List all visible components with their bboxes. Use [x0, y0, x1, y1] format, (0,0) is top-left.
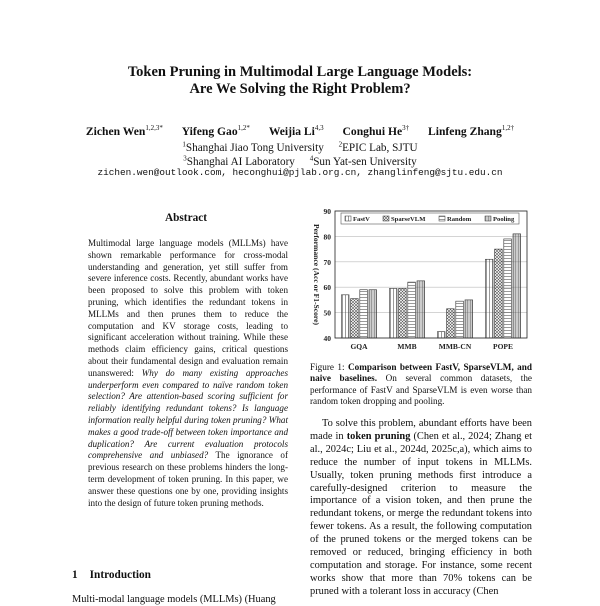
- legend-label: FastV: [353, 216, 370, 223]
- bar-random-gqa: [360, 290, 368, 338]
- legend-swatch: [485, 216, 491, 221]
- x-tick-label: GQA: [350, 342, 368, 351]
- bar-fastv-gqa: [341, 295, 349, 338]
- bar-sparsevlm-mmb: [399, 288, 407, 338]
- author: Linfeng Zhang$^{1,2\dagger}$: [428, 124, 515, 138]
- legend-label: Pooling: [493, 216, 515, 223]
- affiliation: $^4$Sun Yat-sen University: [309, 154, 417, 168]
- section-heading: 1 Introduction: [72, 569, 151, 581]
- legend-swatch: [345, 216, 351, 221]
- x-tick-label: POPE: [493, 342, 513, 351]
- bar-random-mmb: [408, 282, 416, 338]
- intro-body-right: To solve this problem, abundant efforts have been made in token pruning (Chen et al., 2024; Zhang et al., 2024c; Liu et al., 2024d, 2025c,a), which aims to reduce the number of input tokens in MLLMs. Usually, token pruning methods first introduce a carefully-designed criterion to measure the importance of a vision token, and then prune the redundant tokens, or merge the redundant tokens into fewer tokens. As a result, the following computation of the pruned tokens or the merged tokens can be removed or reduced, bringing efficiency in both computation and storage. For instance, some recent works show that more than 70% tokens can be pruned with a tolerant loss in accuracy (Chen: [310, 418, 532, 597]
- y-tick-label: 40: [323, 334, 331, 343]
- bar-fastv-pope: [485, 259, 493, 338]
- title-line-1: Token Pruning in Multimodal Large Language Models:: [127, 64, 473, 80]
- bar-random-mmb-cn: [456, 301, 464, 338]
- x-tick-label: MMB: [397, 342, 417, 351]
- y-tick-label: 80: [323, 232, 331, 242]
- abstract-body: Multimodal large language models (MLLMs) have shown remarkable performance for cross-modal understanding and generation, yet still suffer from severe inference costs. Recently, abundant works have been proposed to solve this problem with token pruning, which identifies the redundant tokens in MLLMs and then prunes them to reduce the computation and KV storage costs, leading to significant acceleration without training. While these methods claim efficiency gains, critical questions about their fundamental design and evaluation remain unanswered: Why do many existing approaches underperform even compared to naïve random token selection? Are attention-based scoring sufficient for reliably identifying redundant tokens? Is language information really helpful during token pruning? What makes a good trade-off between token importance and duplication? Are current evaluation protocols comprehensive and unbiased? The ignorance of previous research on these problems hinders the long-term development of token pruning. In this paper, we answer these questions one by one, providing insights into the design of future token pruning methods.: [88, 238, 289, 508]
- bar-pooling-pope: [513, 234, 521, 338]
- affiliation: $^1$Shanghai Jiao Tong University: [182, 140, 324, 154]
- bar-fastv-mmb: [389, 288, 397, 338]
- y-tick-label: 50: [323, 308, 331, 318]
- affiliation: $^3$Shanghai AI Laboratory: [183, 154, 295, 168]
- bar-pooling-gqa: [369, 290, 377, 338]
- author: Zichen Wen$^{1,2,3*}$: [85, 124, 163, 138]
- abstract-questions: Why do many existing approaches underperform even compared to naïve random token selection? Are attention-based scoring sufficient for reliably identifying redundant tokens? Is language information really helpful during token pruning? What makes a good trade-off between token importance and duplication? Are current evaluation protocols comprehensive and unbiased?: [88, 367, 289, 461]
- figure-caption: Figure 1: Comparison between FastV, SparseVLM, and naive baselines. On several common datasets, the performance of FastV and SparseVLM is even worse than random token dropping and pooling.: [310, 362, 533, 407]
- intro-text-fragment: Multi-modal language models (MLLMs) (Huang: [72, 594, 276, 605]
- bar-random-pope: [504, 239, 512, 338]
- bar-fastv-mmb-cn: [437, 332, 445, 338]
- author: Conghui $He^{3\dagger}$: [342, 124, 410, 138]
- paper-title: [0, 64, 600, 98]
- bar-sparsevlm-gqa: [351, 299, 359, 338]
- affiliation: $^2$EPIC Lab, SJTU: [338, 140, 418, 154]
- y-tick-label: 60: [323, 283, 331, 293]
- bar-chart: [305, 203, 533, 355]
- author: Weijia Li$^{4,3}$: [268, 124, 324, 138]
- legend-label: Random: [447, 216, 472, 223]
- bar-pooling-mmb-cn: [465, 300, 473, 338]
- legend-swatch: [439, 216, 445, 221]
- y-tick-label: 90: [323, 207, 331, 216]
- bar-pooling-mmb: [417, 281, 425, 338]
- author-emails: zichen.wen@outlook.com, heconghui@pjlab.org.cn, zhanglinfeng@sjtu.edu.cn: [97, 167, 503, 178]
- title-line-2: Are We Solving the Right Problem?: [189, 81, 411, 97]
- y-tick-label: 70: [323, 257, 331, 267]
- bar-sparsevlm-pope: [495, 249, 503, 338]
- legend-swatch: [383, 216, 389, 221]
- x-tick-label: MMB-CN: [438, 342, 472, 351]
- bar-sparsevlm-mmb-cn: [447, 309, 455, 338]
- y-axis-label: Performance (Acc or F1-Score): [312, 223, 321, 326]
- author: Yifeng Gao$^{1,2*}$: [181, 124, 250, 138]
- abstract-heading: Abstract: [164, 212, 208, 224]
- legend-label: SparseVLM: [391, 216, 426, 223]
